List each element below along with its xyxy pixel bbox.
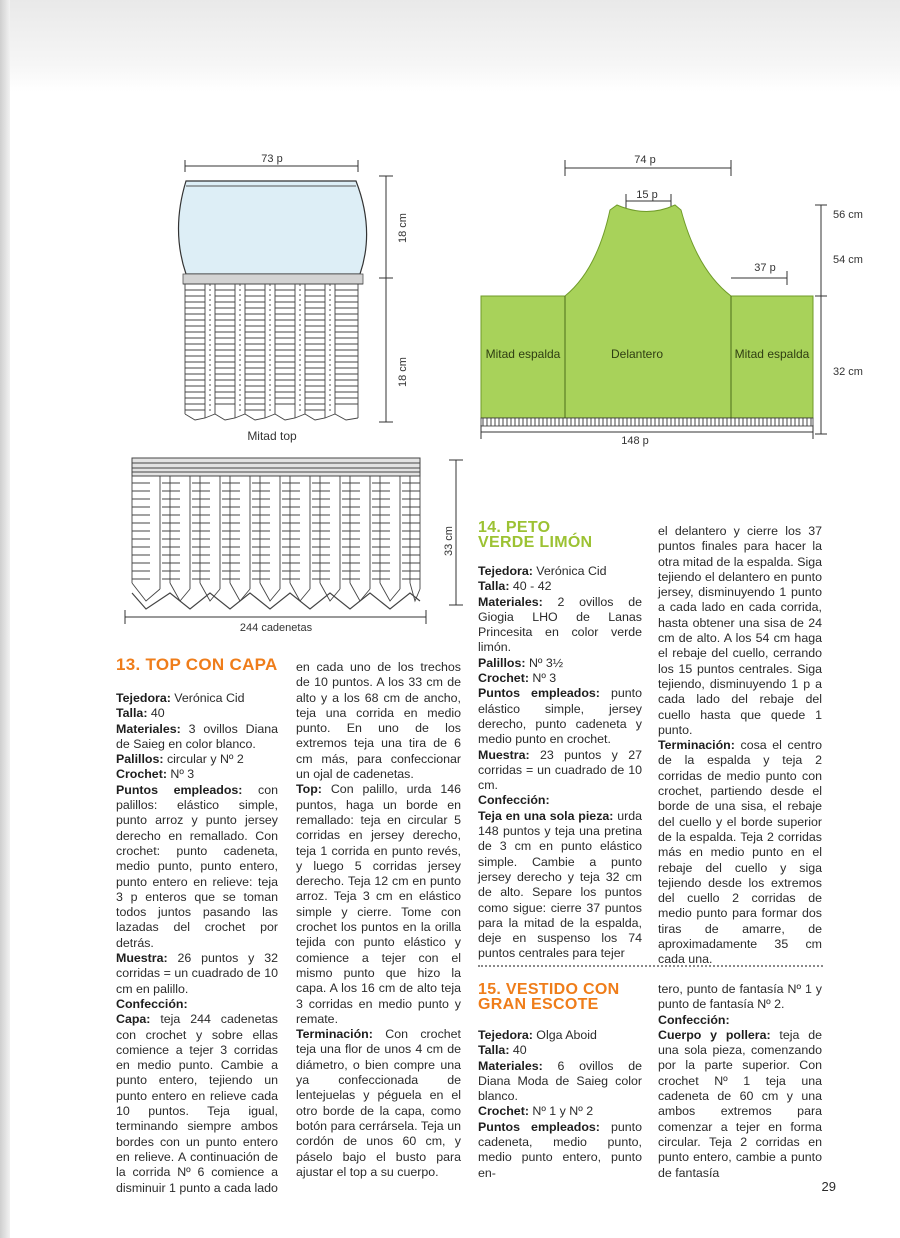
s14-label: Tejedora: xyxy=(478,564,533,578)
top-half-caption: Mitad top xyxy=(247,429,297,443)
section13-title: 13. TOP CON CAPA xyxy=(116,655,278,674)
s13-label: Talla: xyxy=(116,706,148,721)
s13-text: teja 244 cadenetas con crochet y sobre ellas comience a tejer 3 corridas en medio punto. Cambie a punto entero, tejiendo un punto entero en relieve cada 10 puntos. Teja igual, terminando siempre ambos bordes con un punto entero en relieve. A continuación de la corrida Nº 6 comience a disminuir 1 punto a cada lado xyxy=(116,1012,278,1195)
s15-label: Cuerpo y pollera: xyxy=(658,1027,771,1042)
s14-label: Crochet: xyxy=(478,671,529,686)
section15-column1 xyxy=(478,982,642,1181)
s13-text: con palillos: elástico simple, punto arroz y punto jersey derecho en remallado. Con crochet: punto cadeneta, medio punto, punto entero, punto entero en relieve: teja 3 p enteros que se toman todos juntos pasando las lazadas del crochet por detrás. xyxy=(116,782,278,950)
section15-title xyxy=(478,982,642,1012)
section-divider xyxy=(478,965,823,967)
s15-label: Tejedora: xyxy=(478,1028,533,1042)
cape-rib-pattern xyxy=(132,463,420,609)
cape-diagram xyxy=(120,455,470,635)
peto-panel xyxy=(481,205,813,418)
s13-label: Confección: xyxy=(116,996,188,1011)
s14-label: Teja en una sola pieza: xyxy=(478,808,614,823)
peto-height-32-label: 32 cm xyxy=(833,366,863,378)
page-number: 29 xyxy=(821,1179,836,1194)
s13-text: 26 puntos y 32 corridas = un cuadrado de 10 cm en palillo. xyxy=(116,951,278,996)
s13-text: 40 xyxy=(147,706,165,721)
section13-column1 xyxy=(116,656,278,1196)
s13-text: Con palillo, urda 146 puntos, haga un borde en remallado: teja en circular 5 corridas en jersey derecho, teja 1 corrida en punto revés, y luego 5 corridas jersey derecho. Teja 12 cm en punto arroz. Teja 3 cm en elástico simple y cierre. Tome con crochet los puntos en la orilla tejida con punto elástico y comience a tejer con el mismo punto que hizo la capa. A los 16 cm de alto teja 3 corridas en medio punto y remate. xyxy=(296,782,461,1026)
s13-label: Terminación: xyxy=(296,1027,373,1042)
cape-height-label: 33 cm xyxy=(443,526,455,556)
scan-left-margin xyxy=(0,0,10,1238)
s14-text: Nº 3½ xyxy=(525,655,564,670)
s14-label: Puntos empleados: xyxy=(478,686,600,701)
peto-diagram xyxy=(475,150,875,455)
top-upper-height-label: 18 cm xyxy=(397,213,409,243)
cape-width-label: 244 cadenetas xyxy=(239,622,313,634)
s13-text: circular y Nº 2 xyxy=(163,752,244,767)
s14-text: 40 - 42 xyxy=(509,579,552,594)
s14-label: Terminación: xyxy=(658,738,735,753)
s14-text: 23 puntos y 27 corridas = un cuadrado de 10 cm. xyxy=(478,747,642,793)
s15-text: tero, punto de fantasía Nº 1 y punto de fantasía Nº 2. xyxy=(658,982,822,1012)
s13-label: Top: xyxy=(296,782,322,797)
section14-title-line2: VERDE LIMÓN xyxy=(478,534,593,551)
s13-label: Materiales: xyxy=(116,721,181,736)
s15-text: 40 xyxy=(509,1043,527,1058)
s14-label: Materiales: xyxy=(478,594,543,609)
s15-text: punto cadeneta, medio punto, medio punto entero, punto en- xyxy=(478,1119,642,1180)
peto-neck-label: 15 p xyxy=(636,189,658,201)
top-lower-height-label: 18 cm xyxy=(397,357,409,387)
s13-label: Palillos: xyxy=(116,752,164,767)
s13-label: Capa: xyxy=(116,1012,151,1027)
section14-column2 xyxy=(658,524,822,968)
s15-text: teja de una sola pieza, comenzando por la parte superior. Con crochet Nº 1 teja una cadeneta de 60 cm y una ambos extremos para comenzar a tejer en forma circular. Teja 2 corridas en punto entero, cambie a punto de fantasía xyxy=(658,1027,822,1180)
peto-height-54-label: 54 cm xyxy=(833,254,863,266)
section15-column2 xyxy=(658,982,822,1181)
s14-text: urda 148 puntos y teja una pretina de 3 cm en punto elástico simple. Cambie a punto jersey derecho y teja 32 cm de alto. Separe los puntos como sigue: cierre 37 puntos para la mitad de la espalda, deje en suspenso los 74 puntos centrales para tejer xyxy=(478,808,642,961)
s13-label: Tejedora: xyxy=(116,691,171,705)
peto-right-panel-label: Mitad espalda xyxy=(734,347,810,361)
s13-text: Verónica Cid xyxy=(170,691,245,705)
s15-text: Olga Aboid xyxy=(532,1028,597,1042)
s15-label: Crochet: xyxy=(478,1104,529,1119)
s15-label: Puntos empleados: xyxy=(478,1119,600,1134)
section14-column1 xyxy=(478,520,642,962)
s13-text: Nº 3 xyxy=(166,767,195,782)
section13-column2 xyxy=(296,660,461,1180)
top-width-label: 73 p xyxy=(261,153,283,165)
s13-label: Crochet: xyxy=(116,767,167,782)
s13-text: 3 ovillos Diana de Saieg en color blanco. xyxy=(116,721,278,751)
s15-label: Talla: xyxy=(478,1043,510,1058)
peto-top-width-label: 74 p xyxy=(634,154,656,166)
s14-label: Talla: xyxy=(478,579,510,594)
s14-text: Nº 3 xyxy=(528,671,557,686)
s13-label: Muestra: xyxy=(116,951,168,966)
s13-text: Con crochet teja una flor de unos 4 cm de diámetro, o bien compre una ya confeccionada de lentejuelas y péguela en el otro borde de la capa, como botón para cerrársela. Teja un cordón de unos 60 cm, y páselo bajo el busto para ajustar el top a su cuerpo. xyxy=(296,1027,461,1179)
s13-label: Puntos empleados: xyxy=(116,782,243,797)
s13-text: en cada uno de los trechos de 10 puntos. A los 33 cm de alto y a los 68 cm de ancho, teja una corrida en medio punto. En uno de los extremos teja una tira de 6 cm más, para confeccionar un ojal de cadenetas. xyxy=(296,660,461,782)
section15-title-line1: 15. VESTIDO CON xyxy=(478,981,620,998)
s14-text: Verónica Cid xyxy=(532,564,607,578)
peto-height-56-label: 56 cm xyxy=(833,209,863,221)
s14-text: punto elástico simple, jersey derecho, punto cadeneta y medio punto en crochet. xyxy=(478,686,642,747)
s15-label: Confección: xyxy=(658,1012,730,1027)
s15-text: 6 ovillos de Diana Moda de Saieg color blanco. xyxy=(478,1058,642,1104)
scan-page-edge xyxy=(0,0,900,92)
peto-right-width-label: 37 p xyxy=(754,262,776,274)
s14-label: Muestra: xyxy=(478,747,530,762)
peto-bottom-width-label: 148 p xyxy=(621,435,649,447)
s15-text: Nº 1 y Nº 2 xyxy=(528,1104,594,1119)
peto-center-panel-label: Delantero xyxy=(610,347,664,361)
top-half-diagram xyxy=(170,150,420,450)
s14-text: 2 ovillos de Giogia LHO de Lanas Princesita en color verde limón. xyxy=(478,594,642,655)
section14-title-line1: 14. PETO xyxy=(478,519,551,536)
peto-left-panel-label: Mitad espalda xyxy=(485,347,561,361)
s14-text: cosa el centro de la espalda y teja 2 corridas de medio punto con crochet, partiendo desde el borde de una sisa, el rebaje del cuello y el borde superior de la espalda. Teja 2 corridas más en medio punto en el rebaje del cuello y siga tejiendo desde los extremos del cuello 2 corridas de medio punto para formar dos tiras de amarre, de aproximadamente 35 cm cada una. xyxy=(658,738,822,967)
section15-title-line2: GRAN ESCOTE xyxy=(478,996,599,1013)
rib-pattern xyxy=(183,284,363,420)
s15-label: Materiales: xyxy=(478,1058,543,1073)
s14-text: el delantero y cierre los 37 puntos finales para hacer la otra mitad de la espalda. Siga tejiendo el delantero en punto jersey, disminuyendo 1 punto a cada lado en cada corrida, hasta obtener una sisa de 24 cm de alto. A los 54 cm haga el rebaje del cuello, cerrando los 15 puntos centrales. Siga tejiendo, disminuyendo 1 p a cada lado del rebaje del cuello hasta que quede 1 punto. xyxy=(658,524,822,737)
section14-title xyxy=(478,520,642,550)
s14-label: Confección: xyxy=(478,793,550,808)
s14-label: Palillos: xyxy=(478,655,526,670)
